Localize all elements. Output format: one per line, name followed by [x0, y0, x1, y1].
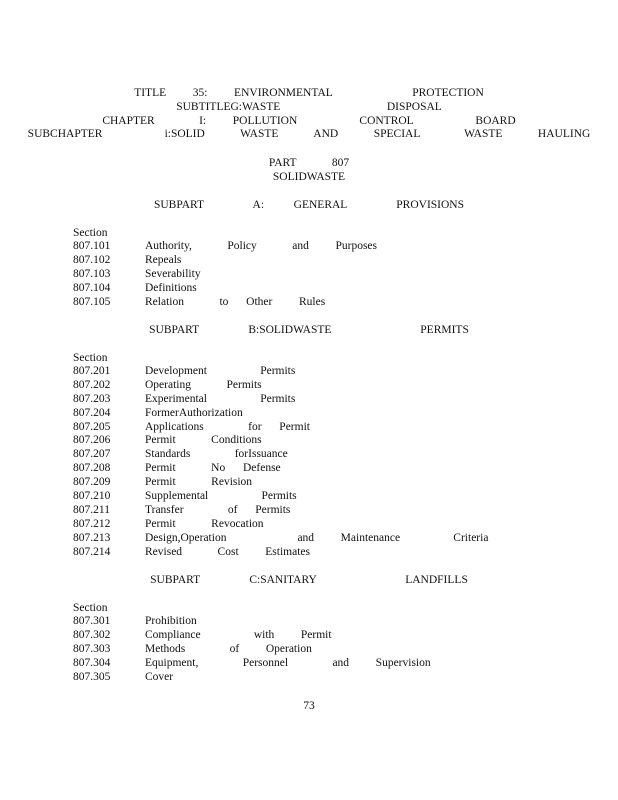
section-number: 807.304 — [73, 656, 111, 669]
page-number: 73 — [303, 700, 315, 712]
section-number: 807.101 — [73, 240, 111, 252]
section-number: 807.105 — [73, 295, 111, 308]
section-number: 807.206 — [73, 434, 111, 447]
section-label: Section — [73, 227, 108, 239]
section-title: Authority, Policy and Purposes — [145, 240, 377, 252]
chapter-line: CHAPTER I: POLLUTION CONTROL BOARD — [102, 115, 516, 127]
section-number: 807.203 — [73, 392, 111, 405]
part-number: PART 807 — [268, 157, 350, 169]
toc-row — [73, 448, 573, 462]
section-number: 807.214 — [73, 545, 111, 558]
toc-row — [73, 379, 573, 393]
section-title: Experimental Permits — [145, 392, 296, 405]
toc-row — [73, 615, 573, 629]
toc-row — [73, 657, 573, 671]
toc-row — [73, 393, 573, 407]
section-title: Methods of Operation — [145, 642, 312, 655]
section-title: Permit Conditions — [145, 434, 262, 447]
subpart-c-list — [73, 615, 573, 684]
subpart-a-list — [73, 240, 573, 309]
toc-row — [73, 296, 573, 310]
section-number: 807.104 — [73, 281, 111, 294]
section-number: 807.102 — [73, 253, 111, 266]
toc-row — [73, 421, 573, 435]
toc-row — [73, 476, 573, 490]
section-number: 807.213 — [73, 531, 111, 544]
toc-row — [73, 504, 573, 518]
section-title: FormerAuthorization — [145, 406, 243, 419]
section-number: 807.202 — [73, 378, 111, 391]
toc-row — [73, 254, 573, 268]
section-title: Revised Cost Estimates — [145, 545, 310, 558]
section-number: 807.201 — [73, 365, 111, 377]
section-number: 807.208 — [73, 462, 111, 475]
section-title: Transfer of Permits — [145, 503, 291, 516]
section-title: Applications for Permit — [145, 420, 310, 433]
toc-row — [73, 365, 573, 379]
section-number: 807.302 — [73, 628, 111, 641]
toc-row — [73, 490, 573, 504]
toc-row — [73, 462, 573, 476]
part-title: SOLIDWASTE — [272, 171, 346, 183]
toc-row — [73, 643, 573, 657]
section-title: Design,Operation and Maintenance Criteria — [145, 531, 489, 544]
section-number: 807.207 — [73, 448, 111, 461]
subpart-b-heading: SUBPART B:SOLIDWASTE PERMITS — [149, 324, 469, 336]
section-title: Permit No Defense — [145, 462, 281, 475]
section-title: Permit Revision — [145, 476, 253, 489]
section-number: 807.205 — [73, 420, 111, 433]
section-title: Operating Permits — [145, 378, 262, 391]
section-title: Supplemental Permits — [145, 490, 297, 503]
section-number: 807.210 — [73, 490, 111, 503]
section-title: Cover — [145, 670, 174, 683]
section-number: 807.211 — [73, 503, 110, 516]
section-number: 807.212 — [73, 517, 111, 530]
toc-row — [73, 671, 573, 685]
toc-row — [73, 282, 573, 296]
toc-row — [73, 546, 573, 560]
title-line: TITLE 35: ENVIRONMENTAL PROTECTION — [134, 87, 484, 99]
toc-row — [73, 532, 573, 546]
section-number: 807.303 — [73, 642, 111, 655]
subchapter-line: SUBCHAPTER i:SOLID WASTE AND SPECIAL WASTE HAULING — [27, 128, 591, 140]
section-number: 807.204 — [73, 406, 111, 419]
toc-row — [73, 518, 573, 532]
section-number: 807.103 — [73, 267, 111, 280]
section-number: 807.305 — [73, 670, 111, 683]
section-title: Definitions — [145, 281, 197, 294]
section-label: Section — [73, 602, 108, 614]
subpart-a-heading: SUBPART A: GENERAL PROVISIONS — [153, 199, 465, 211]
toc-row — [73, 629, 573, 643]
section-number: 807.209 — [73, 476, 111, 489]
section-title: Compliance with Permit — [145, 628, 332, 641]
section-title: Severability — [145, 267, 201, 280]
section-title: Prohibition — [145, 615, 197, 627]
toc-row — [73, 407, 573, 421]
section-title: Standards forIssuance — [145, 448, 288, 461]
section-title: Repeals — [145, 253, 182, 266]
subtitle-line: SUBTITLEG:WASTE DISPOSAL — [176, 101, 442, 113]
section-title: Equipment, Personnel and Supervision — [145, 656, 431, 669]
toc-row — [73, 434, 573, 448]
subpart-b-list — [73, 365, 573, 559]
section-label: Section — [73, 352, 108, 364]
toc-row — [73, 240, 573, 254]
section-number: 807.301 — [73, 615, 111, 627]
subpart-c-heading: SUBPART C:SANITARY LANDFILLS — [150, 574, 468, 586]
section-title: Development Permits — [145, 365, 296, 377]
section-title: Relation to Other Rules — [145, 295, 326, 308]
section-title: Permit Revocation — [145, 517, 264, 530]
toc-row — [73, 268, 573, 282]
